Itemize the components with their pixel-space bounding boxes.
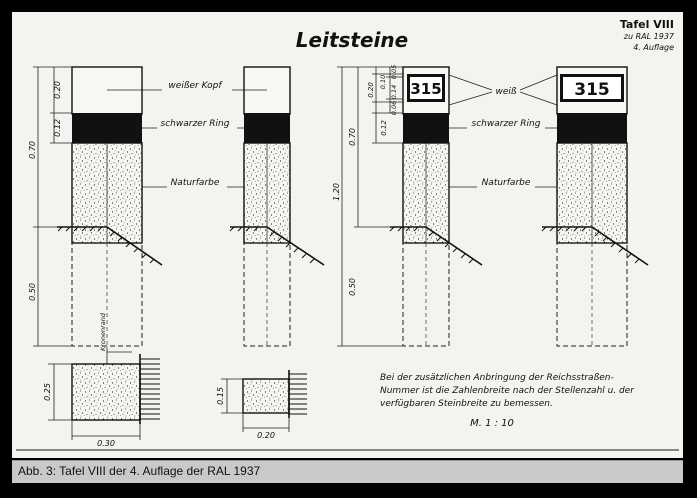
dim-right-a: 0.05 [390, 64, 398, 80]
label-white-head: weißer Kopf [168, 81, 222, 91]
scale-label: M. 1 : 10 [470, 418, 514, 429]
dim-left-total: 0.70 [28, 141, 37, 159]
dim-section2-height: 0.15 [216, 387, 225, 405]
note-line-2: Nummer ist die Zahlenbreite nach der Stellenzahl u. der [380, 386, 635, 396]
plate-number: Tafel VIII [619, 18, 674, 31]
stone-4 [557, 67, 627, 346]
plate-reference: zu RAL 1937 [623, 32, 674, 41]
dim-right-total: 1.20 [332, 183, 341, 201]
technical-drawing [12, 12, 683, 458]
cross-section-2 [221, 370, 307, 432]
plate-edition: 4. Auflage [633, 43, 674, 52]
dim-right-bottom: 0.50 [348, 278, 357, 296]
stone-1 [72, 67, 142, 346]
dim-left-ring: 0.12 [53, 119, 62, 137]
caption-bar [12, 460, 683, 483]
dim-right-e: 0.06 [390, 100, 398, 116]
drawing-title: Leitsteine [295, 28, 409, 52]
stone-3 [403, 67, 449, 346]
dim-right-c: 0.20 [367, 82, 375, 98]
dim-left-bottom: 0.50 [28, 283, 37, 301]
label-black-ring-2: schwarzer Ring [471, 119, 541, 129]
dim-right-above: 0.70 [348, 128, 357, 146]
label-roadside-edge: Kronenrand [99, 312, 107, 352]
number-plate-large: 315 [574, 80, 610, 100]
label-natural-colour-2: Naturfarbe [481, 178, 531, 188]
label-white: weiß [495, 87, 517, 97]
stone-2 [244, 67, 290, 346]
dimension-chain-left [33, 67, 72, 346]
label-natural-colour: Naturfarbe [170, 178, 220, 188]
dim-right-b: 0.10 [379, 74, 387, 90]
dim-section2-width: 0.20 [257, 431, 275, 440]
drawing-sheet [12, 12, 683, 458]
dim-section1-height: 0.25 [43, 383, 52, 401]
number-plate-small: 315 [410, 80, 442, 98]
note-line-1: Bei der zusätzlichen Anbringung der Reichsstraßen- [380, 373, 614, 383]
dim-left-top: 0.20 [53, 81, 62, 99]
note-line-3: verfügbaren Steinbreite zu bemessen. [380, 399, 553, 409]
dim-right-f: 0.12 [380, 120, 388, 136]
figure-caption: Abb. 3: Tafel VIII der 4. Auflage der RAL 1937 [18, 464, 261, 478]
label-black-ring: schwarzer Ring [160, 119, 230, 129]
dim-section1-width: 0.30 [97, 439, 115, 448]
cross-section-1 [48, 347, 160, 440]
dim-right-d: 0.14 [390, 84, 398, 100]
